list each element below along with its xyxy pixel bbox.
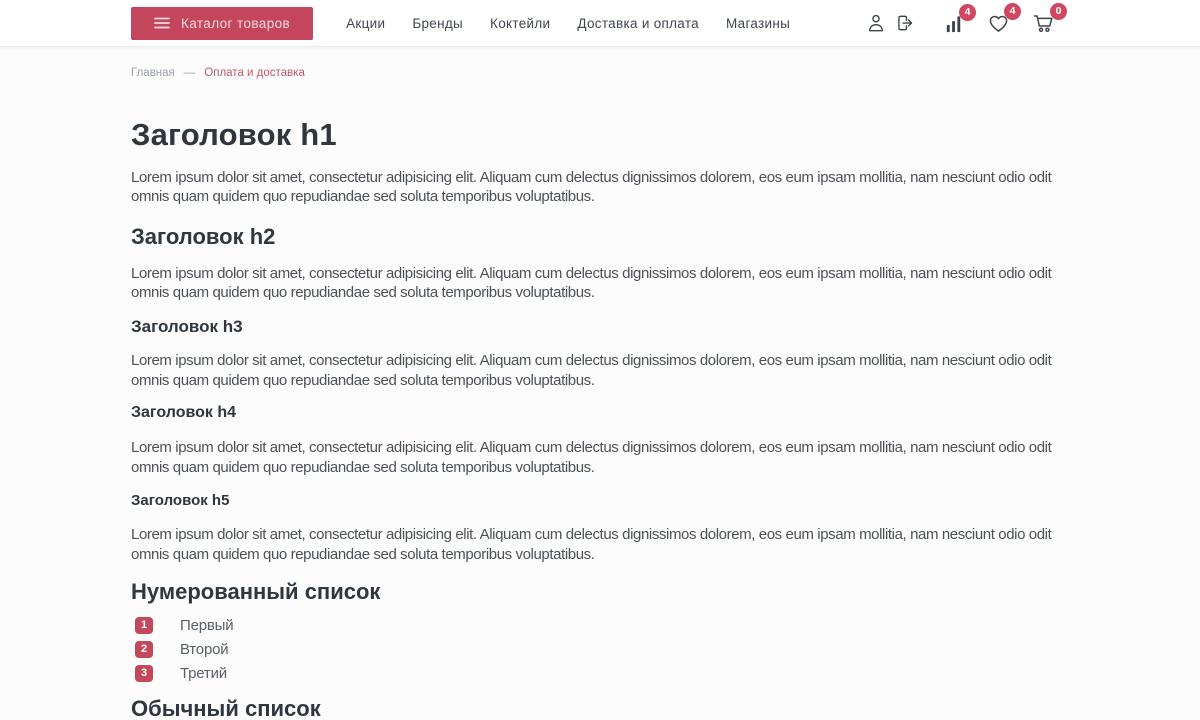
- nav-item-cocktails[interactable]: Коктейли: [490, 15, 551, 31]
- favorites-heart-icon[interactable]: [986, 5, 1016, 35]
- breadcrumb: [131, 47, 1200, 79]
- header-stat-icons: [943, 5, 1062, 35]
- cart-badge: 0: [1050, 3, 1067, 20]
- numbered-list-title: Нумерованный список: [131, 579, 381, 605]
- main-nav: [346, 16, 790, 31]
- main-content: [131, 119, 1069, 720]
- site-header: [0, 0, 1200, 47]
- breadcrumb-separator: —: [183, 67, 196, 79]
- catalog-button-label: Каталог товаров: [181, 15, 291, 31]
- list-number-badge: 1: [135, 617, 153, 634]
- heading-h3: Заголовок h3: [131, 316, 243, 336]
- section-h3: [131, 318, 1069, 391]
- plain-list-title: Обычный список: [131, 696, 321, 720]
- heading-h4: Заголовок h4: [131, 404, 236, 422]
- section-h2: [131, 225, 1069, 303]
- list-item: [131, 665, 1069, 682]
- section-h1: [131, 119, 1069, 207]
- header-inner: [131, 0, 1062, 46]
- section-h5: [131, 493, 1069, 564]
- section-h4: [131, 405, 1069, 477]
- nav-item-stores[interactable]: Магазины: [725, 15, 791, 31]
- list-item-label: Третий: [180, 665, 227, 683]
- cart-icon[interactable]: [1031, 5, 1062, 35]
- paragraph: Lorem ipsum dolor sit amet, consectetur adipisicing elit. Aliquam cum delectus dignissimos dolorem, eos eum ipsam mollitia, nam nesciunt odio odit omnis quam quidem quo repudiandae sed soluta temporibus voluptatibus.: [131, 526, 1052, 563]
- logout-icon[interactable]: [894, 12, 916, 34]
- favorites-badge: 4: [1004, 3, 1021, 20]
- heading-h5: Заголовок h5: [131, 492, 230, 510]
- compare-bar-chart-icon[interactable]: [943, 5, 971, 35]
- breadcrumb-home[interactable]: Главная: [131, 67, 175, 79]
- paragraph: Lorem ipsum dolor sit amet, consectetur adipisicing elit. Aliquam cum delectus dignissimos dolorem, eos eum ipsam mollitia, nam nesciunt odio odit omnis quam quidem quo repudiandae sed soluta temporibus voluptatibus.: [131, 352, 1052, 389]
- list-item-label: Первый: [180, 617, 234, 635]
- list-number-badge: 3: [135, 665, 153, 682]
- heading-h2: Заголовок h2: [131, 223, 276, 249]
- paragraph: Lorem ipsum dolor sit amet, consectetur adipisicing elit. Aliquam cum delectus dignissimos dolorem, eos eum ipsam mollitia, nam nesciunt odio odit omnis quam quidem quo repudiandae sed soluta temporibus voluptatibus.: [131, 439, 1052, 476]
- paragraph: Lorem ipsum dolor sit amet, consectetur adipisicing elit. Aliquam cum delectus dignissimos dolorem, eos eum ipsam mollitia, nam nesciunt odio odit omnis quam quidem quo repudiandae sed soluta temporibus voluptatibus.: [131, 168, 1052, 206]
- paragraph: Lorem ipsum dolor sit amet, consectetur adipisicing elit. Aliquam cum delectus dignissimos dolorem, eos eum ipsam mollitia, nam nesciunt odio odit omnis quam quidem quo repudiandae sed soluta temporibus voluptatibus.: [131, 264, 1052, 302]
- numbered-list: [131, 617, 1069, 682]
- list-number-badge: 2: [135, 641, 153, 658]
- catalog-button[interactable]: [131, 7, 313, 40]
- nav-item-brands[interactable]: Бренды: [412, 15, 464, 31]
- list-item: [131, 617, 1069, 634]
- hamburger-icon: [154, 17, 170, 29]
- heading-h1: Заголовок h1: [131, 117, 337, 152]
- breadcrumb-current: Оплата и доставка: [204, 67, 305, 79]
- nav-item-promos[interactable]: Акции: [346, 15, 386, 31]
- list-item: [131, 641, 1069, 658]
- header-icons: [865, 5, 1062, 35]
- user-icon[interactable]: [865, 12, 887, 34]
- list-item-label: Второй: [180, 641, 229, 659]
- nav-item-delivery[interactable]: Доставка и оплата: [577, 15, 699, 31]
- compare-badge: 4: [959, 4, 976, 21]
